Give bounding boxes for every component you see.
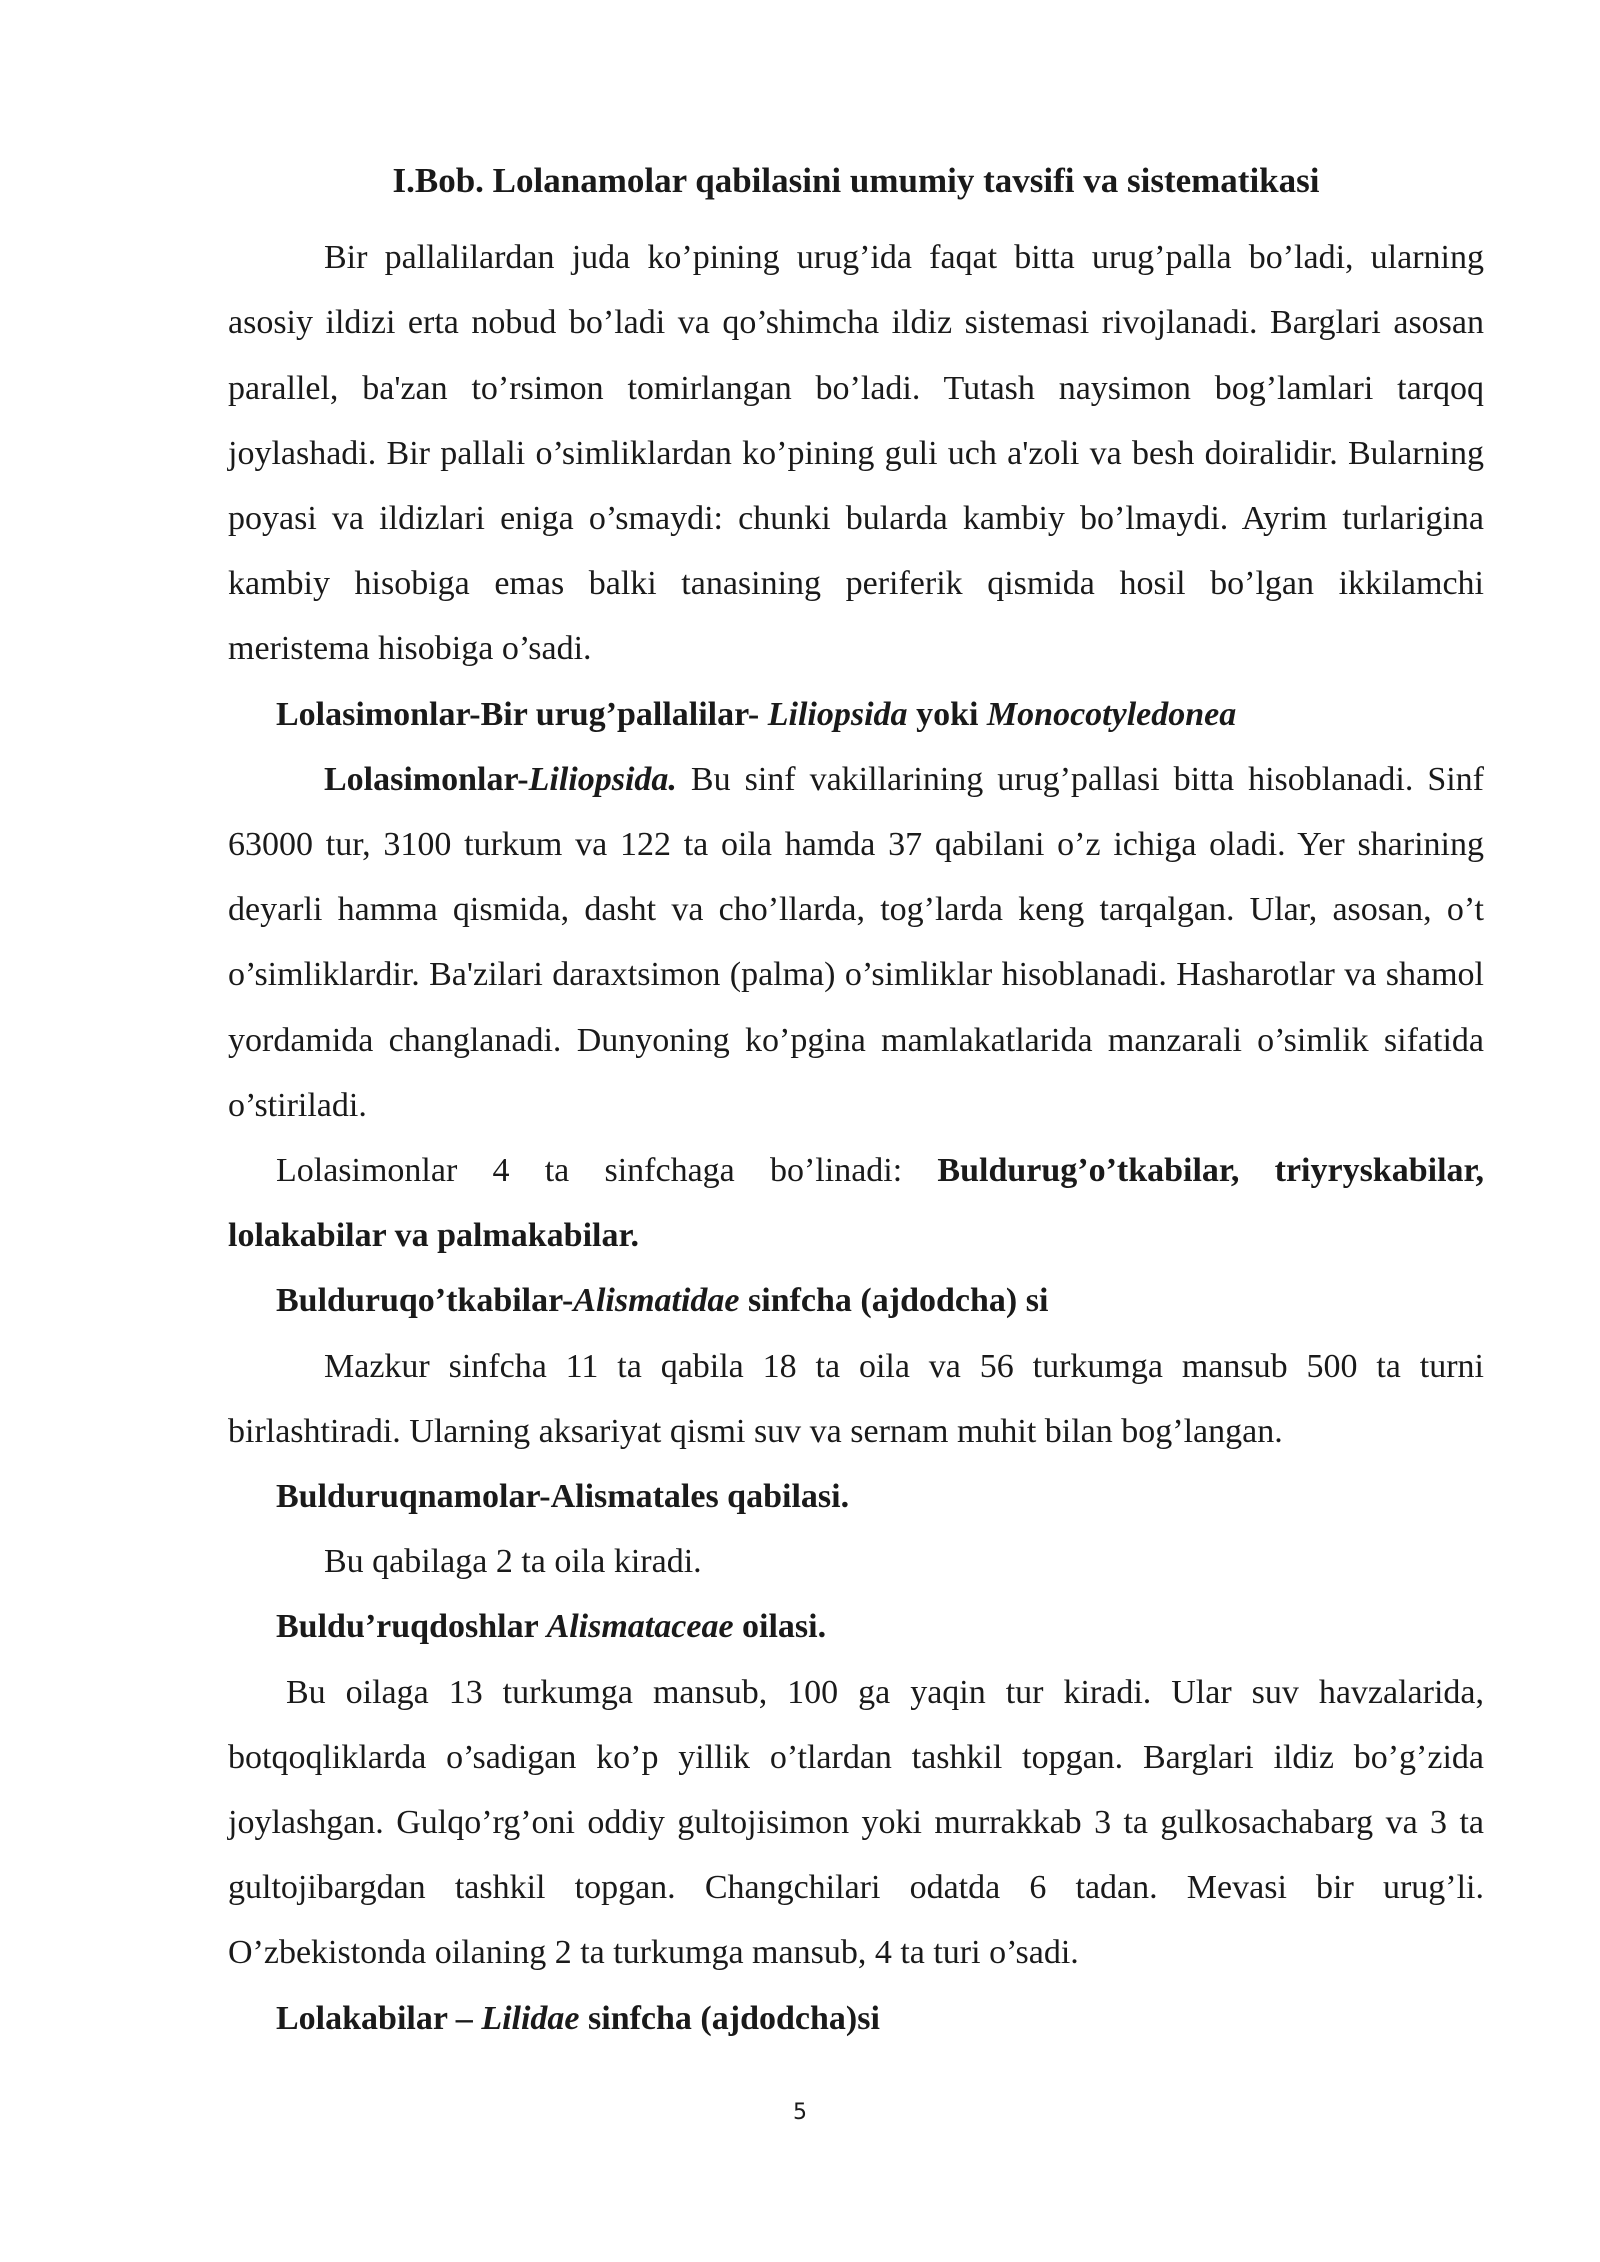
document-page: [228, 148, 1484, 2051]
heading-lilidae: [228, 1986, 1484, 2051]
heading-latin: Lilidae: [481, 1999, 580, 2037]
heading-text: sinfcha (ajdodcha)si: [579, 1999, 880, 2037]
paragraph-alismatales: Bu qabilaga 2 ta oila kiradi.: [324, 1543, 702, 1581]
heading-text: Buldu’ruqdoshlar: [276, 1608, 547, 1646]
paragraph-text: Bu sinf vakillarining urug’pallasi bitta hisoblanadi. Sinf 63000 tur, 3100 turkum va 122 ta oila hamda 37 qabilani o’z ichiga oladi. Yer sharining deyarli hamma qismida, dasht va cho’llarda, tog’larda keng tarqalgan. Ular, asosan, o’t o’simliklardir. Ba'zilari daraxtsimon (palma) o’simliklar hisoblanadi. Hasharotlar va shamol yordamida changlanadi. Dunyoning ko’pgina mamlakatlarida manzarali o’simlik sifatida o’stiriladi.: [228, 760, 1484, 1124]
paragraph-alismataceae: Bu oilaga 13 turkumga mansub, 100 ga yaqin tur kiradi. Ular suv havzalarida, botqoqliklarda o’sadigan ko’p yillik o’tlardan tashkil topgan. Barglari ildiz bo’g’zida joylashgan. Gulqo’rg’oni oddiy gultojisimon yoki murrakkab 3 ta gulkosachabarg va 3 ta gultojibargdan tashkil topgan. Changchilari odatda 6 tadan. Mevasi bir urug’li. O’zbekistonda oilaning 2 ta turkumga mansub, 4 ta turi o’sadi.: [228, 1673, 1484, 1972]
bold-latin-term: Liliopsida.: [528, 760, 677, 798]
page-number: 5: [793, 2100, 807, 2125]
paragraph-liliopsida: [228, 747, 1484, 1138]
heading-alismatidae: [228, 1268, 1484, 1333]
heading-text: Bulduruqo’tkabilar-: [276, 1282, 574, 1320]
heading-alismataceae: [228, 1594, 1484, 1659]
paragraph-alismatidae: Mazkur sinfcha 11 ta qabila 18 ta oila va 56 turkumga mansub 500 ta turni birlashtiradi. Ularning aksariyat qismi suv va sernam muhit bilan bog’langan.: [228, 1347, 1484, 1450]
heading-latin: Alismataceae: [546, 1608, 734, 1646]
heading-latin: Liliopsida: [767, 695, 908, 733]
bold-term: Lolasimonlar-: [324, 760, 529, 798]
heading-text: Lolakabilar –: [276, 1999, 482, 2037]
heading-latin: Monocotyledonea: [986, 695, 1237, 733]
heading-liliopsida: [228, 682, 1484, 747]
chapter-title: I.Bob. Lolanamolar qabilasini umumiy tavsifi va sistematikasi: [392, 161, 1320, 200]
paragraph-text: Lolasimonlar 4 ta sinfchaga bo’linadi:: [276, 1152, 938, 1190]
heading-text: Lolasimonlar-Bir urug’pallalilar-: [276, 695, 768, 733]
paragraph-subclasses: [228, 1138, 1484, 1268]
bold-subclass-list: Buldurug’o’tkabilar, triyryskabilar, lolakabilar va palmakabilar.: [228, 1152, 1484, 1255]
heading-text: sinfcha (ajdodcha) si: [739, 1282, 1049, 1320]
heading-latin: Alismatidae: [573, 1282, 740, 1320]
heading-text: yoki: [907, 695, 987, 733]
heading-alismatales: Bulduruqnamolar-Alismatales qabilasi.: [276, 1478, 850, 1516]
heading-text: oilasi.: [733, 1608, 827, 1646]
paragraph-monocots-intro: Bir pallalilardan juda ko’pining urug’ida faqat bitta urug’palla bo’ladi, ularning asosiy ildizi erta nobud bo’ladi va qo’shimcha ildiz sistemasi rivojlanadi. Barglari asosan parallel, ba'zan to’rsimon tomirlangan bo’ladi. Tutash naysimon bog’lamlari tarqoq joylashadi. Bir pallali o’simliklardan ko’pining guli uch a'zoli va besh doiralidir. Bularning poyasi va ildizlari eniga o’smaydi: chunki bularda kambiy bo’lmaydi. Ayrim turlarigina kambiy hisobiga emas balki tanasining periferik qismida hosil bo’lgan ikkilamchi meristema hisobiga o’sadi.: [228, 239, 1484, 668]
